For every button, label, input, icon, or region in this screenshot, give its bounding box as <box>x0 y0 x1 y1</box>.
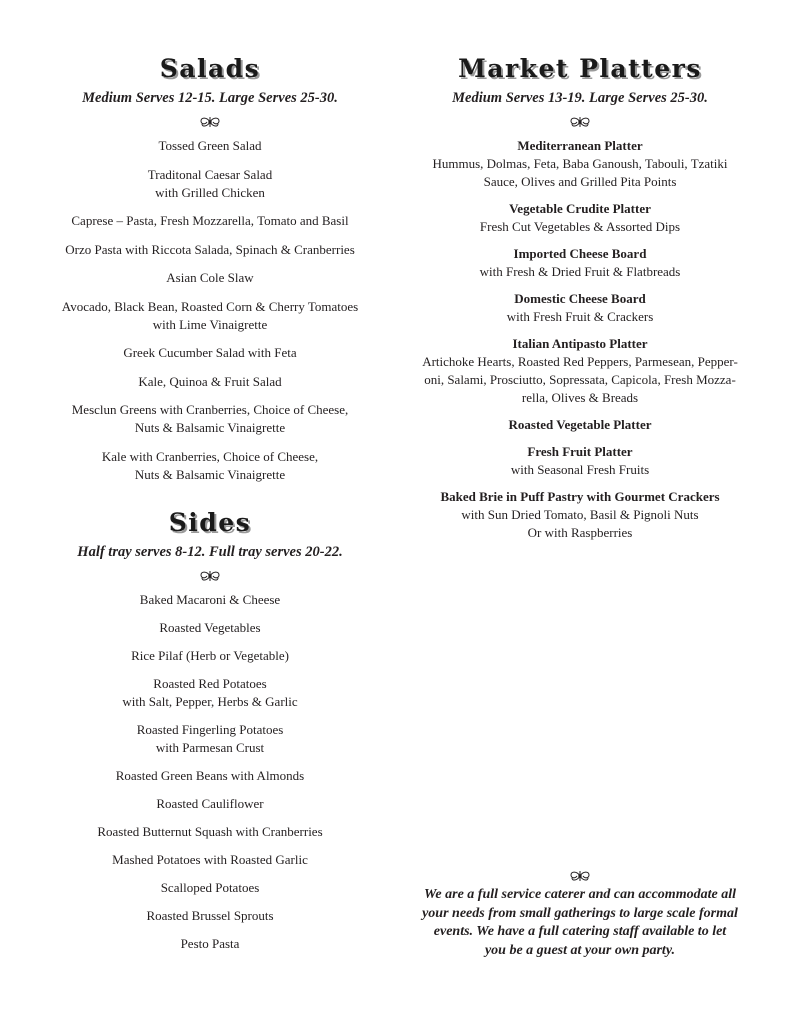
menu-item <box>40 591 380 609</box>
market-platters-heading: Market Platters <box>458 54 702 83</box>
platter-description: with Sun Dried Tomato, Basil & Pignoli Nuts <box>461 507 699 522</box>
menu-item <box>40 767 380 785</box>
menu-item <box>40 298 380 334</box>
platter-title: Roasted Vegetable Platter <box>508 417 652 432</box>
sides-section <box>40 506 380 963</box>
platter-description: with Seasonal Fresh Fruits <box>510 462 650 477</box>
item-text: with Lime Vinaigrette <box>152 316 268 332</box>
item-text: Roasted Cauliflower <box>156 796 264 811</box>
item-text: with Grilled Chicken <box>155 184 265 200</box>
salads-section <box>40 52 380 494</box>
menu-item <box>40 344 380 362</box>
item-text: Roasted Vegetables <box>159 620 261 635</box>
item-text: with Parmesan Crust <box>155 740 265 755</box>
menu-item <box>40 373 380 391</box>
item-text: Caprese – Pasta, Fresh Mozzarella, Tomato and Basil <box>71 213 349 228</box>
platter-description: Fresh Cut Vegetables & Assorted Dips <box>479 219 681 234</box>
menu-item <box>40 647 380 665</box>
item-text: Scalloped Potatoes <box>160 880 260 895</box>
caterer-note <box>410 870 750 960</box>
sides-serving-info: Half tray serves 8-12. Full tray serves 20-22. <box>77 544 343 560</box>
item-text: Mashed Potatoes with Roasted Garlic <box>112 852 308 867</box>
item-text: Nuts & Balsamic Vinaigrette <box>134 420 286 435</box>
platter-description: with Fresh Fruit & Crackers <box>506 309 654 324</box>
platter-item <box>410 488 750 542</box>
item-text: Traditonal Caesar Salad <box>147 166 273 182</box>
sides-heading: Sides <box>168 508 252 537</box>
item-text: Tossed Green Salad <box>158 138 262 153</box>
salads-serving-info: Medium Serves 12-15. Large Serves 25-30. <box>82 90 338 106</box>
note-line: you be a guest at your own party. <box>484 942 676 958</box>
flourish-icon <box>199 570 221 582</box>
platter-description: Or with Raspberries <box>527 525 633 540</box>
platter-item <box>410 200 750 236</box>
platter-description: rella, Olives & Breads <box>521 390 639 405</box>
item-text: Mesclun Greens with Cranberries, Choice of Cheese, <box>71 402 349 417</box>
market-platters-list <box>410 137 750 542</box>
menu-item <box>40 721 380 757</box>
item-text: Baked Macaroni & Cheese <box>139 592 281 607</box>
menu-item <box>40 851 380 869</box>
market-platters-section <box>410 52 750 551</box>
menu-item <box>40 619 380 637</box>
menu-item <box>40 935 380 953</box>
flourish-icon <box>569 116 591 128</box>
platter-description: Hummus, Dolmas, Feta, Baba Ganoush, Tabouli, Tzatiki <box>432 156 728 171</box>
platter-description: with Fresh & Dried Fruit & Flatbreads <box>479 264 681 279</box>
platter-item <box>410 443 750 479</box>
note-line: events. We have a full catering staff available to let <box>433 924 727 939</box>
item-text: Rice Pilaf (Herb or Vegetable) <box>131 648 289 663</box>
item-text: Roasted Fingerling Potatoes <box>136 722 284 737</box>
platter-title: Imported Cheese Board <box>513 246 647 261</box>
note-line: your needs from small gatherings to large scale formal <box>422 905 738 921</box>
menu-item <box>40 823 380 841</box>
platter-title: Italian Antipasto Platter <box>512 336 648 351</box>
item-text: Pesto Pasta <box>180 936 240 951</box>
salads-heading: Salads <box>159 54 261 83</box>
platter-title: Fresh Fruit Platter <box>527 444 633 459</box>
note-line: We are a full service caterer and can accommodate all <box>424 887 736 902</box>
menu-item <box>40 212 380 230</box>
item-text: Kale with Cranberries, Choice of Cheese, <box>101 448 319 464</box>
caterer-note-text <box>410 886 750 960</box>
flourish-icon <box>569 870 591 882</box>
platter-title: Baked Brie in Puff Pastry with Gourmet Crackers <box>440 489 720 504</box>
menu-item <box>40 448 380 484</box>
item-text: Orzo Pasta with Riccota Salada, Spinach & Cranberries <box>65 241 355 257</box>
menu-item <box>40 795 380 813</box>
item-text: Roasted Butternut Squash with Cranberries <box>97 824 323 839</box>
item-text: Avocado, Black Bean, Roasted Corn & Cherry Tomatoes <box>61 298 359 314</box>
item-text: Asian Cole Slaw <box>166 270 254 285</box>
menu-item <box>40 401 380 437</box>
menu-item <box>40 269 380 287</box>
platter-item <box>410 335 750 407</box>
platter-title: Vegetable Crudite Platter <box>509 201 651 216</box>
menu-item <box>40 166 380 202</box>
sides-list <box>40 591 380 953</box>
platter-title: Domestic Cheese Board <box>514 291 646 306</box>
item-text: Roasted Brussel Sprouts <box>146 908 274 923</box>
menu-item <box>40 907 380 925</box>
platter-item <box>410 416 750 434</box>
platter-title: Mediterranean Platter <box>517 138 643 153</box>
item-text: Nuts & Balsamic Vinaigrette <box>134 466 286 482</box>
platter-item <box>410 290 750 326</box>
market-platters-serving-info: Medium Serves 13-19. Large Serves 25-30. <box>452 90 708 106</box>
item-text: Roasted Green Beans with Almonds <box>115 768 305 783</box>
platter-description: Sauce, Olives and Grilled Pita Points <box>483 174 677 189</box>
menu-item <box>40 241 380 259</box>
menu-item <box>40 137 380 155</box>
item-text: Kale, Quinoa & Fruit Salad <box>138 373 282 389</box>
platter-description: oni, Salami, Prosciutto, Sopressata, Capicola, Fresh Mozza- <box>424 372 736 387</box>
item-text: Roasted Red Potatoes <box>153 676 267 691</box>
flourish-icon <box>199 116 221 128</box>
item-text: Greek Cucumber Salad with Feta <box>123 345 297 360</box>
platter-item <box>410 137 750 191</box>
menu-item <box>40 675 380 711</box>
platter-description: Artichoke Hearts, Roasted Red Peppers, Parmesean, Pepper- <box>422 354 738 369</box>
item-text: with Salt, Pepper, Herbs & Garlic <box>122 694 298 709</box>
platter-item <box>410 245 750 281</box>
menu-item <box>40 879 380 897</box>
salads-list <box>40 137 380 484</box>
